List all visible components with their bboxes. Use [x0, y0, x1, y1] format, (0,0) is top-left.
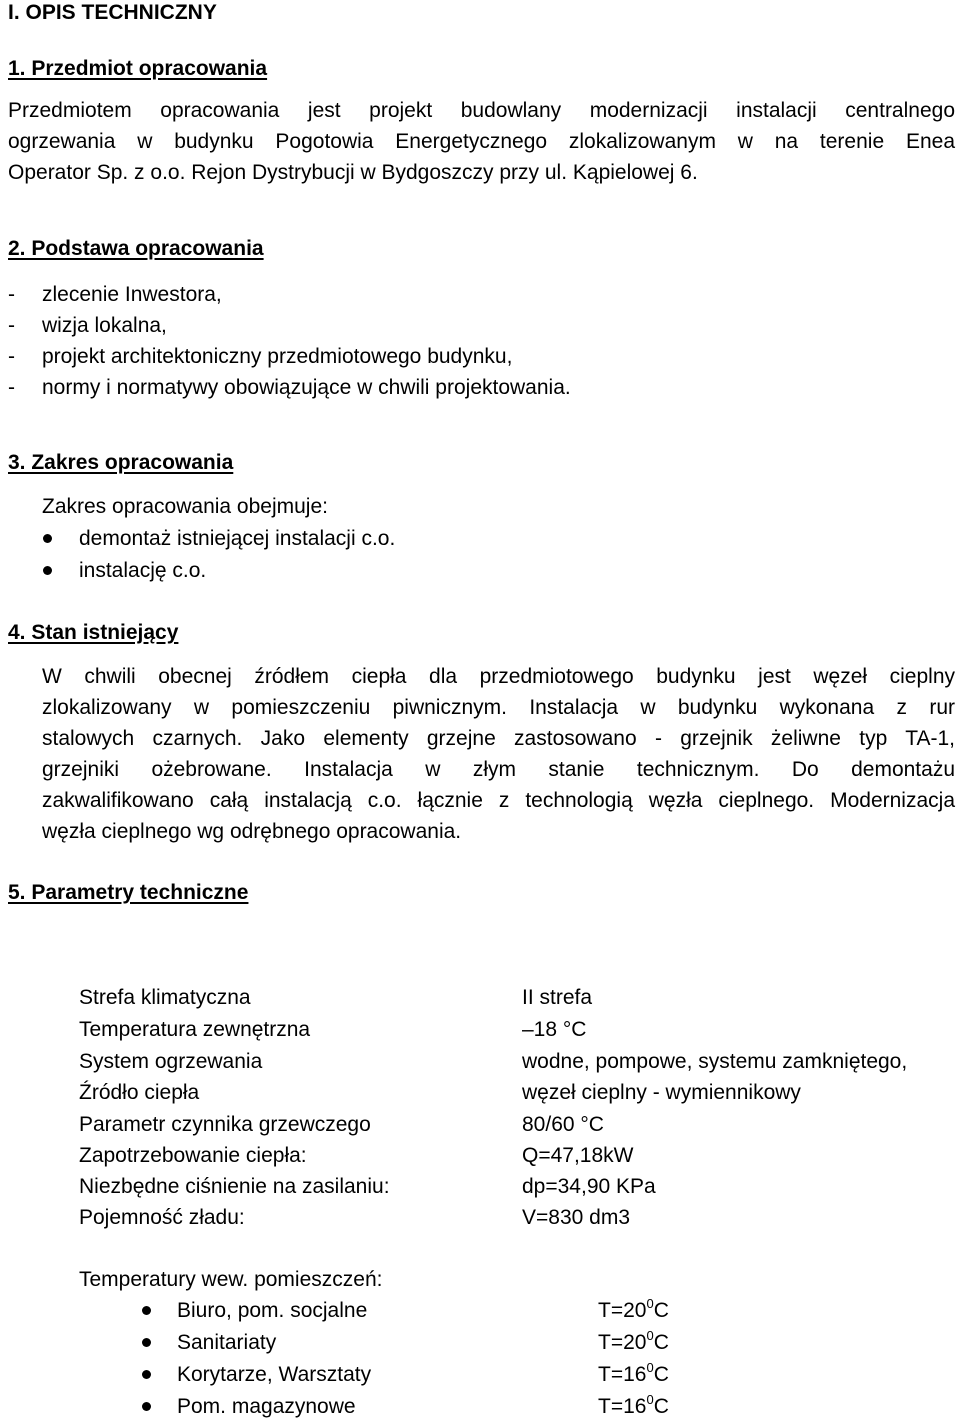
temperature-value: T=16	[598, 1363, 647, 1386]
param-label: Źródło ciepła	[79, 1081, 200, 1104]
param-value: wodne, pompowe, systemu zamkniętego,	[522, 1050, 908, 1073]
room-temperature	[598, 1296, 669, 1322]
section-4-line-4: grzejniki ożebrowane. Instalacja w złym stanie technicznym. Do demontażu	[42, 758, 955, 781]
dash-marker: -	[8, 345, 15, 368]
param-label: Pojemność zładu:	[79, 1206, 245, 1229]
temperature-unit: C	[653, 1363, 669, 1386]
section-5-title: 5. Parametry techniczne	[8, 881, 249, 904]
basis-item-2: wizja lokalna,	[42, 314, 167, 337]
param-value: –18 °C	[522, 1018, 587, 1041]
degree-superscript: 0	[646, 1328, 654, 1343]
room-name: Biuro, pom. socjalne	[177, 1299, 368, 1322]
temperature-unit: C	[653, 1395, 669, 1418]
section-4-line-5: zakwalifikowano całą instalacją c.o. łącznie z technologią węzła cieplnego. Modernizacja	[42, 789, 955, 812]
bullet-icon	[142, 1306, 151, 1315]
section-4-line-6: węzła cieplnego wg odrębnego opracowania.	[42, 820, 462, 843]
param-value: dp=34,90 KPa	[522, 1175, 656, 1198]
param-label: Strefa klimatyczna	[79, 986, 251, 1009]
section-4-line-3: stalowych czarnych. Jako elementy grzejne zastosowano - grzejnik żeliwne typ TA-1,	[42, 727, 955, 750]
basis-item-1: zlecenie Inwestora,	[42, 283, 222, 306]
room-temperature	[598, 1328, 669, 1354]
room-temperature	[598, 1392, 669, 1418]
temperatures-title: Temperatury wew. pomieszczeń:	[79, 1268, 383, 1291]
bullet-icon	[43, 566, 52, 575]
param-value: V=830 dm3	[522, 1206, 630, 1229]
section-1-title: 1. Przedmiot opracowania	[8, 57, 268, 80]
degree-superscript: 0	[646, 1392, 654, 1407]
param-label: Parametr czynnika grzewczego	[79, 1113, 371, 1136]
dash-marker: -	[8, 314, 15, 337]
param-label: System ogrzewania	[79, 1050, 263, 1073]
bullet-icon	[142, 1370, 151, 1379]
basis-item-3: projekt architektoniczny przedmiotowego budynku,	[42, 345, 513, 368]
section-3-title: 3. Zakres opracowania	[8, 451, 234, 474]
dash-marker: -	[8, 376, 15, 399]
bullet-icon	[43, 534, 52, 543]
param-label: Zapotrzebowanie ciepła:	[79, 1144, 307, 1167]
bullet-icon	[142, 1402, 151, 1411]
temperature-value: T=20	[598, 1299, 647, 1322]
room-name: Sanitariaty	[177, 1331, 277, 1354]
section-4-line-1: W chwili obecnej źródłem ciepła dla przedmiotowego budynku jest węzeł cieplny	[42, 665, 955, 688]
temperature-value: T=16	[598, 1395, 647, 1418]
temperature-unit: C	[653, 1331, 669, 1354]
scope-intro: Zakres opracowania obejmuje:	[42, 495, 328, 518]
scope-item-2: instalację c.o.	[79, 559, 207, 582]
section-2-title: 2. Podstawa opracowania	[8, 237, 264, 260]
degree-superscript: 0	[646, 1360, 654, 1375]
section-1-line-1: Przedmiotem opracowania jest projekt budowlany modernizacji instalacji centralnego	[8, 99, 955, 122]
param-value: II strefa	[522, 986, 593, 1009]
section-1-line-3: Operator Sp. z o.o. Rejon Dystrybucji w Bydgoszczy przy ul. Kąpielowej 6.	[8, 161, 698, 184]
param-label: Niezbędne ciśnienie na zasilaniu:	[79, 1175, 390, 1198]
section-4-title: 4. Stan istniejący	[8, 621, 179, 644]
scope-item-1: demontaż istniejącej instalacji c.o.	[79, 527, 396, 550]
param-label: Temperatura zewnętrzna	[79, 1018, 311, 1041]
bullet-icon	[142, 1338, 151, 1347]
temperature-value: T=20	[598, 1331, 647, 1354]
dash-marker: -	[8, 283, 15, 306]
degree-superscript: 0	[646, 1296, 654, 1311]
section-4-line-2: zlokalizowany w pomieszczeniu piwnicznym. Instalacja w budynku wykonana z rur	[42, 696, 955, 719]
room-temperature	[598, 1360, 669, 1386]
param-value: 80/60 °C	[522, 1113, 604, 1136]
section-1-line-2: ogrzewania w budynku Pogotowia Energetycznego zlokalizowanym w na terenie Enea	[8, 130, 955, 153]
document-heading: I. OPIS TECHNICZNY	[8, 1, 217, 24]
basis-item-4: normy i normatywy obowiązujące w chwili projektowania.	[42, 376, 571, 399]
temperature-unit: C	[653, 1299, 669, 1322]
param-value: Q=47,18kW	[522, 1144, 634, 1167]
room-name: Korytarze, Warsztaty	[177, 1363, 372, 1386]
param-value: węzeł cieplny - wymiennikowy	[522, 1081, 801, 1104]
room-name: Pom. magazynowe	[177, 1395, 356, 1418]
